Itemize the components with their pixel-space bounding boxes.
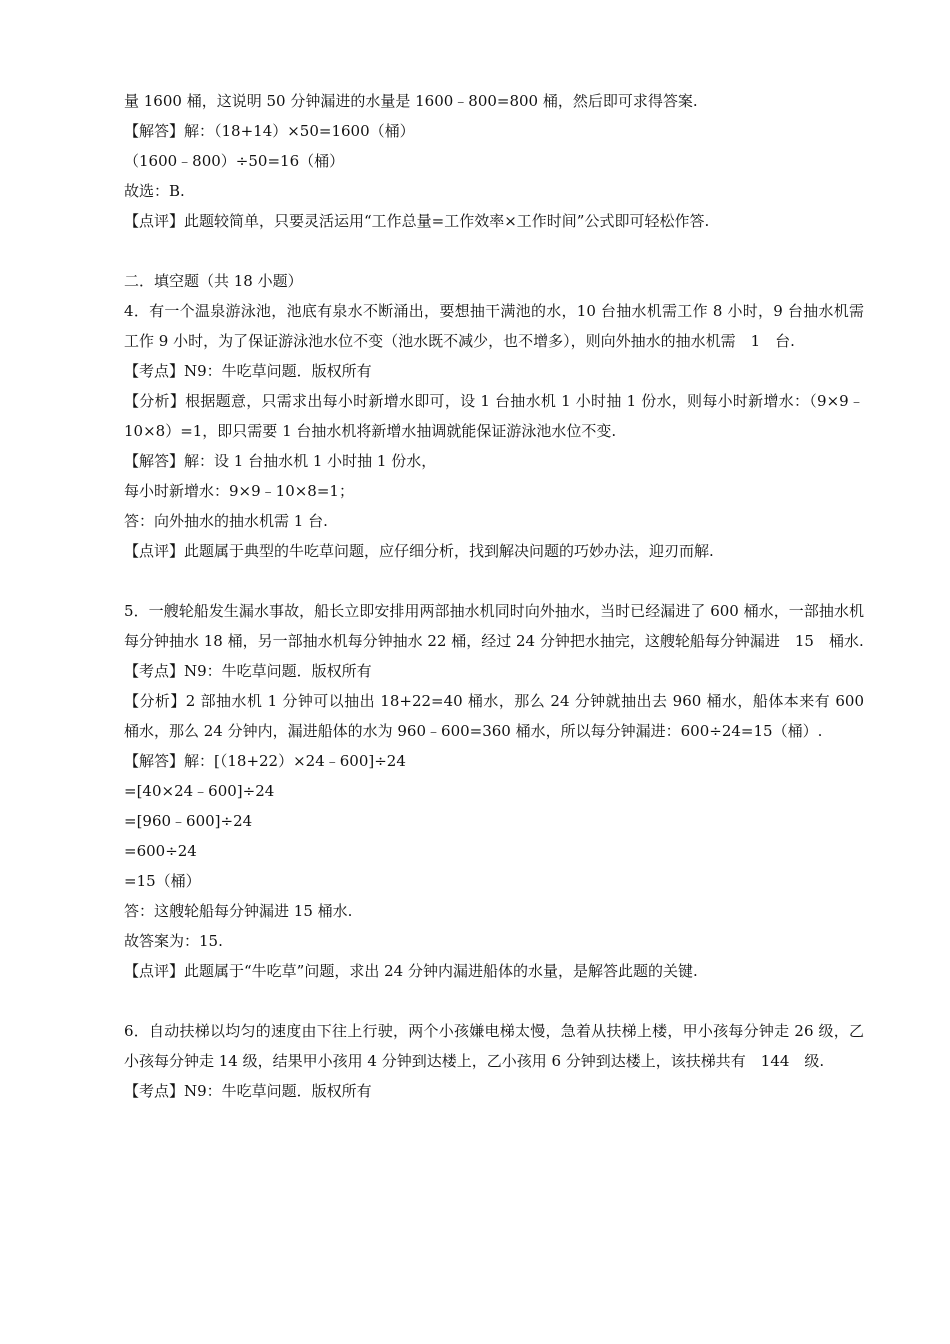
answer-line: 故选：B. xyxy=(124,182,185,200)
document-page xyxy=(124,86,864,1106)
q4-jieda-1: 【解答】解：设 1 台抽水机 1 小时抽 1 份水， xyxy=(124,452,437,470)
q5-jieda-7: 故答案为：15. xyxy=(124,932,223,950)
q4-kaodian: 【考点】N9：牛吃草问题．版权所有 xyxy=(124,362,372,380)
q5-jieda-3: =[960﹣600]÷24 xyxy=(124,812,253,830)
comment-line: 【点评】此题较简单，只要灵活运用“工作总量=工作效率×工作时间”公式即可轻松作答. xyxy=(124,212,710,230)
q5-kaodian: 【考点】N9：牛吃草问题．版权所有 xyxy=(124,662,372,680)
answer-line: 【解答】解：（18+14）×50=1600（桶） xyxy=(124,122,415,140)
q5-jieda-5: =15（桶） xyxy=(124,872,201,890)
text-line: 量 1600 桶，这说明 50 分钟漏进的水量是 1600﹣800=800 桶，然后即可求得答案. xyxy=(124,92,698,110)
question-4: 4．有一个温泉游泳池，池底有泉水不断涌出，要想抽干满池的水，10 台抽水机需工作 8 小时，9 台抽水机需工作 9 小时，为了保证游泳池水位不变（池水既不减少，也不增多），则向外抽水的抽水机需 1 台. xyxy=(124,302,864,350)
q6-kaodian: 【考点】N9：牛吃草问题．版权所有 xyxy=(124,1082,372,1100)
q4-dianping: 【点评】此题属于典型的牛吃草问题，应仔细分析，找到解决问题的巧妙办法，迎刃而解. xyxy=(124,542,714,560)
question-6: 6．自动扶梯以均匀的速度由下往上行驶，两个小孩嫌电梯太慢，急着从扶梯上楼，甲小孩每分钟走 26 级，乙小孩每分钟走 14 级，结果甲小孩用 4 分钟到达楼上，乙小孩用 6 分钟到达楼上，该扶梯共有 144 级. xyxy=(124,1022,864,1070)
q5-jieda-1: 【解答】解：[（18+22）×24﹣600]÷24 xyxy=(124,752,406,770)
q5-jieda-2: =[40×24﹣600]÷24 xyxy=(124,782,275,800)
q5-dianping: 【点评】此题属于“牛吃草”问题，求出 24 分钟内漏进船体的水量，是解答此题的关键. xyxy=(124,962,698,980)
spacer xyxy=(124,566,864,596)
question-5: 5．一艘轮船发生漏水事故，船长立即安排用两部抽水机同时向外抽水，当时已经漏进了 600 桶水，一部抽水机每分钟抽水 18 桶，另一部抽水机每分钟抽水 22 桶，经过 24 分钟把水抽完，这艘轮船每分钟漏进 15 桶水. xyxy=(124,602,864,650)
q4-jieda-2: 每小时新增水：9×9﹣10×8=1； xyxy=(124,482,354,500)
q4-jieda-3: 答：向外抽水的抽水机需 1 台. xyxy=(124,512,328,530)
q5-jieda-4: =600÷24 xyxy=(124,842,197,860)
spacer xyxy=(124,236,864,266)
section-title: 二．填空题（共 18 小题） xyxy=(124,272,303,290)
q5-fenxi: 【分析】2 部抽水机 1 分钟可以抽出 18+22=40 桶水，那么 24 分钟就抽出去 960 桶水，船体本来有 600 桶水，那么 24 分钟内，漏进船体的水为 960﹣600=360 桶水，所以每分钟漏进：600÷24=15（桶）. xyxy=(124,692,864,740)
answer-line: （1600﹣800）÷50=16（桶） xyxy=(124,152,345,170)
q5-jieda-6: 答：这艘轮船每分钟漏进 15 桶水. xyxy=(124,902,353,920)
spacer xyxy=(124,986,864,1016)
q4-fenxi: 【分析】根据题意，只需求出每小时新增水即可，设 1 台抽水机 1 小时抽 1 份水，则每小时新增水：（9×9﹣10×8）=1，即只需要 1 台抽水机将新增水抽调就能保证游泳池水位不变. xyxy=(124,392,864,440)
